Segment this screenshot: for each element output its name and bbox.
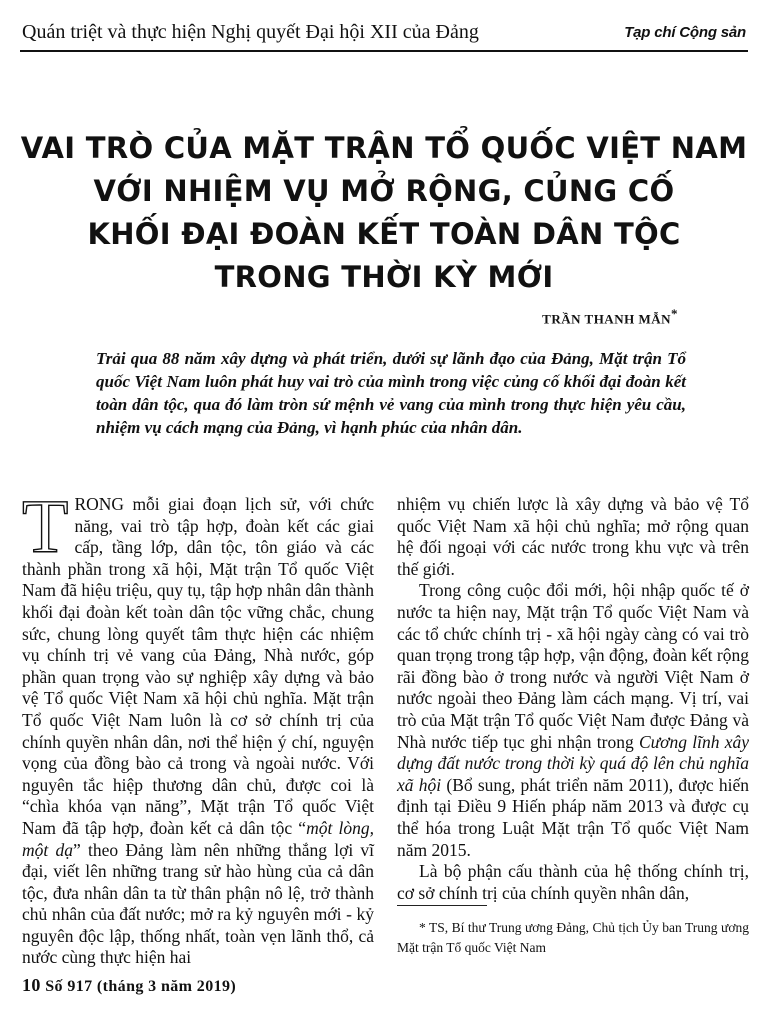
author-footnote-mark: * (671, 306, 678, 321)
author-name: TRẦN THANH MẪN (542, 311, 671, 327)
title-line: TRONG THỜI KỲ MỚI (214, 260, 554, 294)
paragraph-text: Trong công cuộc đổi mới, hội nhập quốc tế ở nước ta hiện nay, Mặt trận Tổ quốc Việt Nam và các tổ chức chính trị - xã hội ngày càng có vai trò quan trọng trong tập hợp, vận động, đoàn kết rộng rãi đồng bào ở trong nước và người Việt Nam ở nước ngoài theo Đảng làm cách mạng. Vị trí, vai trò của Mặt trận Tổ quốc Việt Nam được Đảng và Nhà nước tiếp tục ghi nhận trong (397, 580, 749, 752)
paragraph-text: RONG mỗi giai đoạn lịch sử, với chức năng, vai trò tập hợp, đoàn kết các giai cấp, tầng lớp, dân tộc, tôn giáo và các thành phần trong xã hội, Mặt trận Tổ quốc Việt Nam đã hiệu triệu, quy tụ, tập hợp nhân dân thành khối đại đoàn kết toàn dân tộc vững chắc, chung sức, chung lòng quyết tâm thực hiện các nhiệm vụ chính trị vẻ vang của Đảng, Nhà nước, góp phần quan trọng vào sự nghiệp xây dựng và bảo vệ Tổ quốc Việt Nam xã hội chủ nghĩa. Mặt trận Tổ quốc Việt Nam luôn là cơ sở chính trị của chính quyền nhân dân, nơi thể hiện ý chí, nguyện vọng của đồng bào cả trong và ngoài nước. Với nguyên tắc hiệp thương dân chủ, được coi là “chìa khóa vạn năng”, Mặt trận Tổ quốc Việt Nam đã tập hợp, đoàn kết cả dân tộc “ (22, 494, 374, 838)
header-rule (20, 50, 748, 52)
author-footnote: * TS, Bí thư Trung ương Đảng, Chủ tịch Ủy ban Trung ương Mặt trận Tổ quốc Việt Nam (397, 920, 749, 955)
issue-info: Số 917 (tháng 3 năm 2019) (45, 978, 237, 995)
footnote-rule (397, 905, 487, 906)
body-paragraph (22, 485, 375, 969)
page-number: 10 (22, 975, 41, 995)
paragraph-emphasis: Cương lĩnh xây dựng đất nước trong thời kỳ quá độ lên chủ nghĩa xã hội (397, 731, 749, 795)
paragraph-text: (Bổ sung, phát triển năm 2011), được hiến định tại Điều 9 Hiến pháp năm 2013 và được cụ thể hóa trong Luật Mặt trận Tổ quốc Việt Nam năm 2015. (397, 774, 749, 860)
page-folio (22, 975, 236, 996)
body-column-right (397, 494, 749, 904)
body-paragraph: nhiệm vụ chiến lược là xây dựng và bảo vệ Tổ quốc Việt Nam xã hội chủ nghĩa; mở rộng quan hệ đối ngoại với các nước trong khu vực và trên thế giới. (397, 494, 749, 579)
journal-name: Tạp chí Cộng sản (624, 23, 746, 41)
body-column-left (22, 485, 375, 969)
title-line: VAI TRÒ CỦA MẶT TRẬN TỔ QUỐC VIỆT NAM (20, 131, 748, 165)
article-title (20, 127, 748, 299)
body-paragraph: Là bộ phận cấu thành của hệ thống chính trị, cơ sở chính trị của chính quyền nhân dân, (397, 861, 749, 903)
title-line: VỚI NHIỆM VỤ MỞ RỘNG, CỦNG CỐ (93, 174, 675, 208)
author-byline (542, 306, 678, 327)
paragraph-emphasis: một lòng, một dạ (22, 817, 374, 860)
article-abstract: Trải qua 88 năm xây dựng và phát triển, dưới sự lãnh đạo của Đảng, Mặt trận Tổ quốc Việt Nam luôn phát huy vai trò của mình trong việc củng cố khối đại đoàn kết toàn dân tộc, qua đó làm tròn sứ mệnh vẻ vang của mình trong thực hiện yêu cầu, nhiệm vụ cách mạng của Đảng, vì hạnh phúc của nhân dân. (96, 349, 686, 437)
running-header (22, 18, 746, 46)
title-line: KHỐI ĐẠI ĐOÀN KẾT TOÀN DÂN TỘC (87, 217, 681, 251)
body-paragraph (397, 580, 749, 861)
paragraph-text: ” theo Đảng làm nên những thắng lợi vĩ đại, viết lên những trang sử hào hùng của cả dân tộc, đưa nhân dân ta từ thân phận nô lệ, trở thành chủ nhân của đất nước; mở ra kỷ nguyên mới - kỷ nguyên độc lập, thống nhất, toàn vẹn lãnh thổ, cả nước cùng thực hiện hai (22, 839, 375, 968)
drop-cap: T (22, 485, 69, 569)
section-title: Quán triệt và thực hiện Nghị quyết Đại hội XII của Đảng (22, 20, 479, 43)
